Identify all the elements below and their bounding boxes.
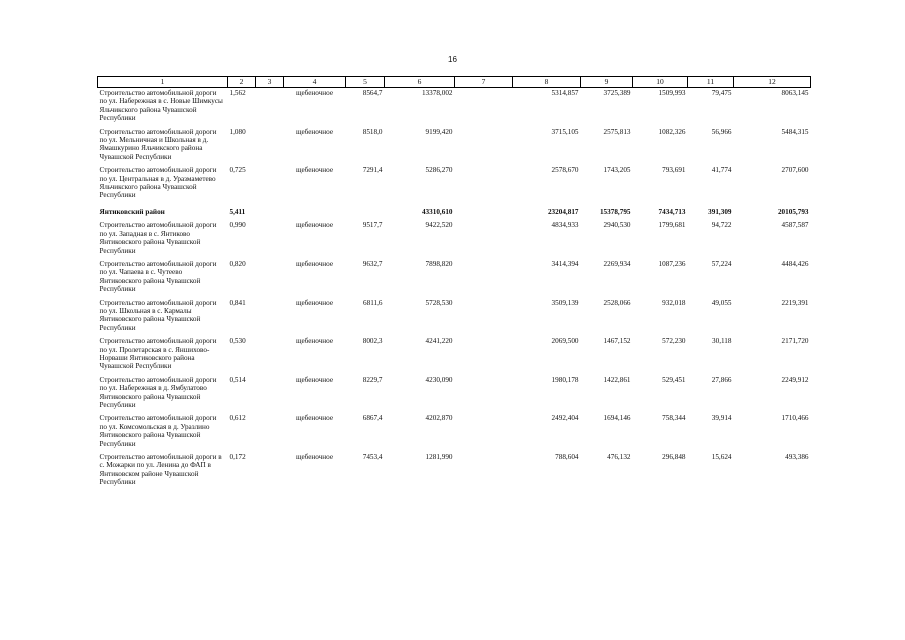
col-9-value-cell: 2575,813 [603,127,631,136]
col-10-value-cell: 758,344 [662,414,686,423]
col-12-value-cell: 2219,391 [781,298,809,307]
col-7-value-cell [455,452,513,491]
col-3-value-cell [256,220,284,259]
col-12-value-cell: 2171,720 [781,337,809,346]
col-8-value-cell: 5314,857 [551,89,579,97]
col-10-value-cell: 296,848 [662,453,686,462]
total-cost-cell: 5286,270 [425,166,453,175]
col-12-value-cell: 8063,145 [781,89,809,97]
col-7-value-cell [455,413,513,452]
col-9-value-cell: 1422,861 [603,375,631,384]
table-row [98,298,811,337]
col-11-value-cell: 30,118 [712,337,732,346]
total-cost-cell: 7898,820 [425,259,453,268]
table-row [98,220,811,259]
col-3-value-cell [256,165,284,204]
col-11-value-cell: 39,914 [711,414,732,423]
unit-cost-cell: 9517,7 [362,221,383,230]
col-8-value-cell: 2069,500 [551,337,579,346]
col-8-value-cell: 2578,670 [551,166,579,175]
col-3-value-cell [256,204,284,220]
unit-cost-cell: 8518,0 [362,127,383,136]
object-name-cell: Строительство автомобильной дороги по ул. Пролетарская в с. Яншихово-Норваши Янтиковского района Чувашской Республики [99,337,217,371]
col-7-value-cell [455,259,513,298]
object-name-cell: Янтиковский район [99,207,165,216]
table-row [98,413,811,452]
surface-type-cell [284,204,346,220]
table-row [98,452,811,491]
surface-type-cell: щебеночное [295,89,334,97]
total-cost-cell: 4241,220 [425,337,453,346]
col-12-value-cell: 1710,466 [781,414,809,423]
page-number: 16 [448,55,457,64]
col-10-value-cell: 932,018 [662,298,686,307]
col-7-value-cell [455,336,513,375]
length-km-cell: 1,080 [229,127,246,136]
col-7-value-cell [455,298,513,337]
col-12-value-cell: 2249,912 [781,375,809,384]
column-header: 8 [513,77,581,88]
header-row [98,77,811,88]
road-construction-table [97,76,811,491]
col-11-value-cell: 391,309 [708,207,732,216]
col-12-value-cell: 2707,600 [781,166,809,175]
col-3-value-cell [256,375,284,414]
surface-type-cell: щебеночное [295,221,334,230]
col-8-value-cell: 2492,404 [551,414,579,423]
total-cost-cell: 5728,530 [425,298,453,307]
col-10-value-cell: 1082,326 [658,127,686,136]
col-12-value-cell: 20105,793 [777,207,809,216]
col-3-value-cell [256,452,284,491]
column-header: 6 [385,77,455,88]
table-row [98,88,811,127]
unit-cost-cell: 7453,4 [362,453,383,462]
col-11-value-cell: 56,966 [711,127,732,136]
length-km-cell: 5,411 [229,207,246,216]
col-11-value-cell: 41,774 [711,166,732,175]
col-10-value-cell: 529,451 [662,375,686,384]
col-9-value-cell: 1467,152 [603,337,631,346]
col-11-value-cell: 49,055 [711,298,732,307]
object-name-cell: Строительство автомобильной дороги по ул. Набережная в с. Новые Шимкусы Яльчикского района Чувашской Республики [99,89,223,123]
col-3-value-cell [256,88,284,127]
length-km-cell: 0,612 [229,414,246,423]
surface-type-cell: щебеночное [295,127,334,136]
col-7-value-cell [455,204,513,220]
object-name-cell: Строительство автомобильной дороги в с. Можарки по ул. Ленина до ФАП в Янтиковском районе Чувашской Республики [99,453,222,487]
col-7-value-cell [455,127,513,166]
col-7-value-cell [455,165,513,204]
surface-type-cell: щебеночное [295,414,334,423]
unit-cost-cell: 6867,4 [362,414,383,423]
object-name-cell: Строительство автомобильной дороги по ул. Мельничная и Школьная в д. Ямашкурино Яльчикского района Чувашской Республики [99,127,217,161]
table-row [98,259,811,298]
unit-cost-cell: 8002,3 [362,337,383,346]
col-8-value-cell: 23204,817 [547,207,579,216]
surface-type-cell: щебеночное [295,259,334,268]
col-8-value-cell: 3715,105 [551,127,579,136]
col-7-value-cell [455,220,513,259]
column-header: 10 [633,77,688,88]
col-11-value-cell: 79,475 [711,89,732,97]
col-9-value-cell: 1743,205 [603,166,631,175]
object-name-cell: Строительство автомобильной дороги по ул. Комсомольская в д. Уразлино Янтиковского района Чувашской Республики [99,414,217,448]
col-3-value-cell [256,259,284,298]
table-row [98,127,811,166]
total-cost-cell: 43310,610 [421,207,453,216]
table-row [98,165,811,204]
col-3-value-cell [256,298,284,337]
col-12-value-cell: 5484,315 [781,127,809,136]
unit-cost-cell: 7291,4 [362,166,383,175]
unit-cost-cell: 8229,7 [362,375,383,384]
total-cost-cell: 13378,002 [421,89,453,97]
col-9-value-cell: 2269,934 [603,259,631,268]
total-cost-cell: 4202,870 [425,414,453,423]
object-name-cell: Строительство автомобильной дороги по ул. Чапаева в с. Чутеево Янтиковского района Чувашской Республики [99,259,217,294]
col-8-value-cell: 4834,933 [551,221,579,230]
unit-cost-cell: 8564,7 [362,89,383,97]
surface-type-cell: щебеночное [295,375,334,384]
col-12-value-cell: 493,386 [785,453,809,462]
col-3-value-cell [256,413,284,452]
unit-cost-cell [346,204,385,220]
column-header: 5 [346,77,385,88]
column-header: 2 [228,77,256,88]
length-km-cell: 1,562 [229,89,246,97]
col-11-value-cell: 27,866 [711,375,732,384]
length-km-cell: 0,990 [229,221,246,230]
col-8-value-cell: 3509,139 [551,298,579,307]
col-10-value-cell: 1509,993 [658,89,686,97]
total-cost-cell: 1281,990 [425,453,453,462]
surface-type-cell: щебеночное [295,166,334,175]
length-km-cell: 0,725 [229,166,246,175]
length-km-cell: 0,530 [229,337,246,346]
unit-cost-cell: 6811,6 [363,298,383,307]
column-header: 7 [455,77,513,88]
surface-type-cell: щебеночное [295,337,334,346]
total-cost-cell: 9199,420 [425,127,453,136]
total-cost-cell: 9422,520 [425,221,453,230]
col-9-value-cell: 476,132 [607,453,631,462]
col-10-value-cell: 7434,713 [658,207,686,216]
col-7-value-cell [455,375,513,414]
col-11-value-cell: 57,224 [711,259,732,268]
length-km-cell: 0,172 [229,453,246,462]
table-row [98,336,811,375]
col-10-value-cell: 572,230 [662,337,686,346]
surface-type-cell: щебеночное [295,298,334,307]
total-cost-cell: 4230,090 [425,375,453,384]
col-3-value-cell [256,336,284,375]
col-9-value-cell: 2528,066 [603,298,631,307]
object-name-cell: Строительство автомобильной дороги по ул. Набережная в д. Ямбулатово Янтиковского района Чувашской Республики [99,375,217,409]
column-header: 11 [688,77,734,88]
col-9-value-cell: 15378,795 [599,207,631,216]
unit-cost-cell: 9632,7 [362,259,383,268]
col-8-value-cell: 1980,178 [551,375,579,384]
column-header: 12 [734,77,811,88]
col-8-value-cell: 3414,394 [551,259,579,268]
col-8-value-cell: 788,604 [555,453,579,462]
object-name-cell: Строительство автомобильной дороги по ул. Центральная в д. Уразмаметево Яльчикского района Чувашской Республики [99,166,217,200]
length-km-cell: 0,514 [229,375,246,384]
col-9-value-cell: 1694,146 [603,414,631,423]
object-name-cell: Строительство автомобильной дороги по ул. Школьная в с. Кармалы Янтиковского района Чувашской Республики [99,298,217,332]
length-km-cell: 0,841 [229,298,246,307]
column-header: 3 [256,77,284,88]
col-3-value-cell [256,127,284,166]
table-row [98,375,811,414]
length-km-cell: 0,820 [229,259,246,268]
col-10-value-cell: 1087,236 [658,259,686,268]
col-12-value-cell: 4587,587 [781,221,809,230]
col-7-value-cell [455,88,513,127]
col-11-value-cell: 94,722 [711,221,732,230]
column-header: 9 [581,77,633,88]
col-10-value-cell: 1799,681 [658,221,686,230]
col-9-value-cell: 2940,530 [603,221,631,230]
col-9-value-cell: 3725,389 [603,89,631,97]
col-11-value-cell: 15,624 [711,453,732,462]
col-12-value-cell: 4484,426 [781,259,809,268]
col-10-value-cell: 793,691 [662,166,686,175]
district-total-row [98,204,811,220]
column-header: 4 [284,77,346,88]
surface-type-cell: щебеночное [295,453,334,462]
column-header: 1 [98,77,228,88]
object-name-cell: Строительство автомобильной дороги по ул. Западная в с. Янтиково Янтиковского района Чувашской Республики [99,221,217,255]
